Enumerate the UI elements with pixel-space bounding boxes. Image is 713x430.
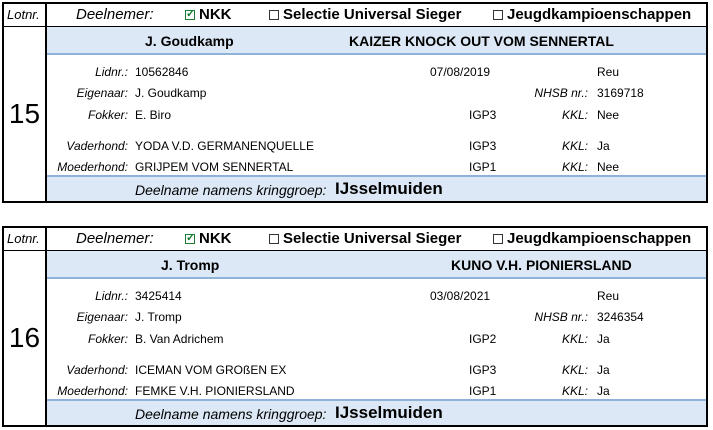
nhsb-label: NHSB nr.:	[534, 86, 588, 100]
nkk-checkbox[interactable]	[185, 6, 232, 23]
fokker-kkl-label: KKL:	[561, 332, 588, 346]
checkbox-checked-icon	[185, 234, 195, 244]
fokker-kkl-value: Ja	[597, 332, 610, 346]
kring-label: Deelname namens kringgroep:	[135, 406, 327, 422]
eigenaar-label: Eigenaar:	[76, 310, 128, 324]
moeder-value: FEMKE V.H. PIONIERSLAND	[135, 384, 295, 398]
owner-name: J. Goudkamp	[145, 33, 234, 49]
fokker-kkl-value: Nee	[597, 108, 620, 122]
lot-number: 16	[4, 251, 47, 425]
fokker-label: Fokker:	[87, 332, 128, 346]
lidnr-value: 10562846	[135, 65, 189, 79]
lidnr-label: Lidnr.:	[95, 65, 128, 79]
owner-name: J. Tromp	[161, 257, 220, 273]
name-band	[47, 251, 706, 279]
deelnemer-label: Deelnemer:	[76, 6, 154, 23]
vader-kkl-value: Ja	[597, 139, 610, 153]
vader-value: ICEMAN VOM GROßEN EX	[135, 363, 287, 377]
fokker-igp: IGP3	[469, 108, 497, 122]
birth-date: 03/08/2021	[430, 289, 491, 303]
moeder-kkl-value: Nee	[597, 160, 620, 174]
fokker-value: E. Biro	[135, 108, 172, 122]
deelnemer-label: Deelnemer:	[76, 230, 154, 247]
kring-label: Deelname namens kringgroep:	[135, 182, 327, 198]
fokker-label: Fokker:	[87, 108, 128, 122]
selectie-label: Selectie Universal Sieger	[283, 230, 462, 247]
checkbox-empty-icon	[269, 234, 279, 244]
vader-value: YODA V.D. GERMANENQUELLE	[135, 139, 314, 153]
vader-kkl-value: Ja	[597, 363, 610, 377]
name-band	[47, 27, 706, 55]
card-header-row	[4, 4, 706, 27]
eigenaar-value: J. Goudkamp	[135, 86, 207, 100]
selectie-checkbox[interactable]	[269, 6, 461, 23]
moeder-kkl-label: KKL:	[561, 160, 588, 174]
vader-label: Vaderhond:	[66, 139, 128, 153]
kring-value: IJsselmuiden	[335, 403, 443, 422]
lidnr-label: Lidnr.:	[95, 289, 128, 303]
entry-card-16	[2, 226, 708, 427]
moeder-value: GRIJPEM VOM SENNERTAL	[135, 160, 294, 174]
sex-value: Reu	[597, 289, 620, 303]
lotnr-label: Lotnr.	[4, 4, 47, 26]
vader-igp: IGP3	[469, 139, 497, 153]
fokker-kkl-label: KKL:	[561, 108, 588, 122]
selectie-checkbox[interactable]	[269, 230, 461, 247]
moeder-label: Moederhond:	[57, 384, 128, 398]
jeugd-label: Jeugdkampioenschappen	[507, 230, 692, 247]
dog-name: KAIZER KNOCK OUT VOM SENNERTAL	[349, 33, 614, 49]
nhsb-value: 3246354	[597, 310, 644, 324]
card-header-row	[4, 228, 706, 251]
jeugd-checkbox[interactable]	[493, 6, 691, 23]
fokker-igp: IGP2	[469, 332, 497, 346]
checkbox-empty-icon	[493, 10, 503, 20]
kring-value: IJsselmuiden	[335, 179, 443, 198]
lotnr-label: Lotnr.	[4, 228, 47, 250]
moeder-igp: IGP1	[469, 384, 497, 398]
nhsb-label: NHSB nr.:	[534, 310, 588, 324]
checkbox-empty-icon	[269, 10, 279, 20]
vader-kkl-label: KKL:	[561, 363, 588, 377]
moeder-kkl-value: Ja	[597, 384, 610, 398]
eigenaar-label: Eigenaar:	[76, 86, 128, 100]
kring-band	[47, 399, 706, 425]
lot-number: 15	[4, 27, 47, 201]
jeugd-label: Jeugdkampioenschappen	[507, 6, 692, 23]
moeder-label: Moederhond:	[57, 160, 128, 174]
checkbox-empty-icon	[493, 234, 503, 244]
sex-value: Reu	[597, 65, 620, 79]
birth-date: 07/08/2019	[430, 65, 491, 79]
vader-label: Vaderhond:	[66, 363, 128, 377]
checkbox-checked-icon	[185, 10, 195, 20]
jeugd-checkbox[interactable]	[493, 230, 691, 247]
nkk-checkbox[interactable]	[185, 230, 232, 247]
selectie-label: Selectie Universal Sieger	[283, 6, 462, 23]
nkk-label: NKK	[199, 230, 232, 247]
vader-kkl-label: KKL:	[561, 139, 588, 153]
vader-igp: IGP3	[469, 363, 497, 377]
nhsb-value: 3169718	[597, 86, 644, 100]
kring-band	[47, 175, 706, 201]
lidnr-value: 3425414	[135, 289, 182, 303]
moeder-kkl-label: KKL:	[561, 384, 588, 398]
moeder-igp: IGP1	[469, 160, 497, 174]
entry-card-15	[2, 2, 708, 203]
eigenaar-value: J. Tromp	[135, 310, 182, 324]
nkk-label: NKK	[199, 6, 232, 23]
fokker-value: B. Van Adrichem	[135, 332, 224, 346]
dog-name: KUNO V.H. PIONIERSLAND	[451, 257, 632, 273]
